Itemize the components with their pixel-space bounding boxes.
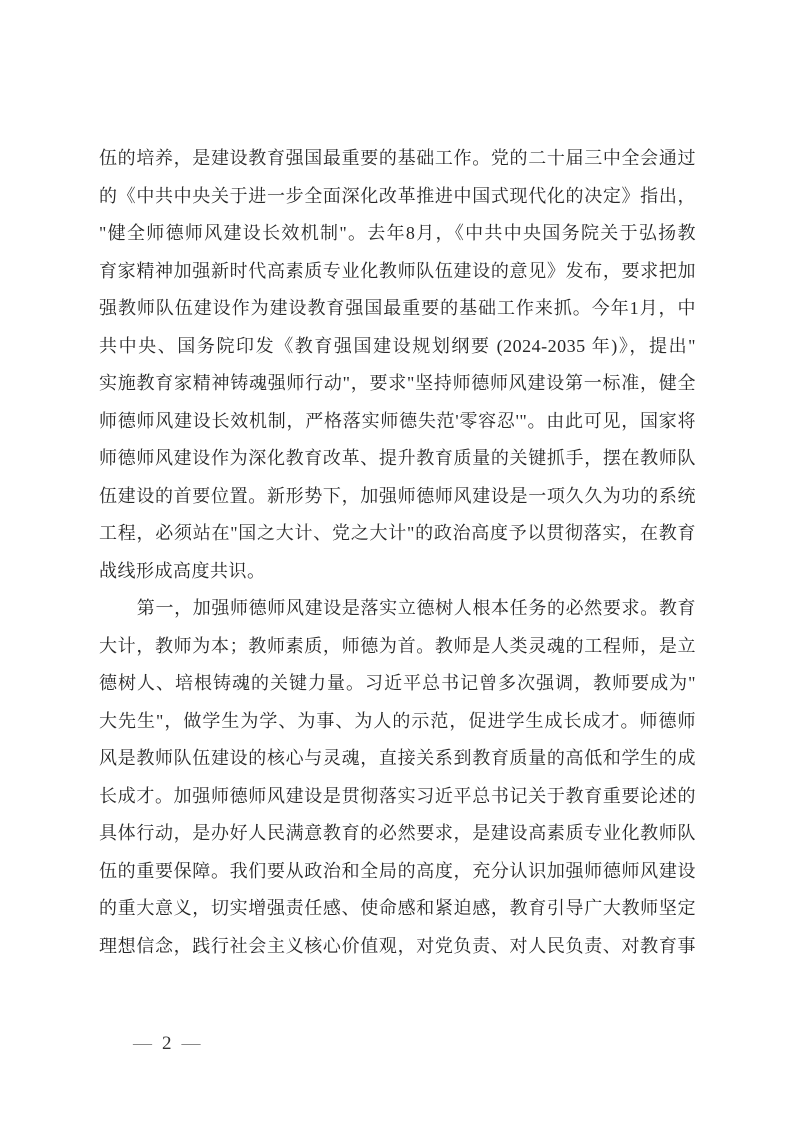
text-line: 长成才。加强师德师风建设是贯彻落实习近平总书记关于教育重要论述的 xyxy=(99,785,696,806)
text-line: 风是教师队伍建设的核心与灵魂，直接关系到教育质量的高低和学生的成 xyxy=(99,748,696,768)
text-line: 师德师风建设长效机制，严格落实师德失范'零容忍'"。由此可见，国家将 xyxy=(99,410,696,431)
footer-left-dash: — xyxy=(133,1033,153,1054)
text-line: 育家精神加强新时代高素质专业化教师队伍建设的意见》发布，要求把加 xyxy=(99,260,696,281)
text-line: 实施教育家精神铸魂强师行动"，要求"坚持师德师风建设第一标准，健全 xyxy=(99,373,696,393)
text-line: 战线形成高度共识。 xyxy=(99,560,266,581)
text-line: 强教师队伍建设作为建设教育强国最重要的基础工作来抓。今年1月，中 xyxy=(99,298,696,318)
text-line: 工程，必须站在"国之大计、党之大计"的政治高度予以贯彻落实，在教育 xyxy=(99,523,696,543)
text-line: 具体行动，是办好人民满意教育的必然要求，是建设高素质专业化教师队 xyxy=(99,823,696,843)
text-line: 第一，加强师德师风建设是落实立德树人根本任务的必然要求。教育 xyxy=(136,598,696,618)
paragraph xyxy=(99,140,696,590)
text-line: 德树人、培根铸魂的关键力量。习近平总书记曾多次强调，教师要成为" xyxy=(99,673,696,693)
text-line: 伍的培养，是建设教育强国最重要的基础工作。党的二十届三中全会通过 xyxy=(99,148,696,168)
text-line: 共中央、国务院印发《教育强国建设规划纲要 (2024-2035 年)》，提出" xyxy=(99,335,696,356)
text-line: 理想信念，践行社会主义核心价值观，对党负责、对人民负责、对教育事 xyxy=(99,935,696,956)
text-line: "健全师德师风建设长效机制"。去年8月，《中共中央国务院关于弘扬教 xyxy=(99,223,696,243)
text-line: 伍建设的首要位置。新形势下，加强师德师风建设是一项久久为功的系统 xyxy=(99,485,696,506)
text-line: 大先生"，做学生为学、为事、为人的示范，促进学生成长成才。师德师 xyxy=(99,710,696,731)
page-number: 2 xyxy=(162,1033,173,1054)
document-body xyxy=(99,140,696,965)
text-line: 伍的重要保障。我们要从政治和全局的高度，充分认识加强师德师风建设 xyxy=(99,860,696,881)
text-line: 的《中共中央关于进一步全面深化改革推进中国式现代化的决定》指出， xyxy=(99,185,696,206)
footer-right-dash: — xyxy=(181,1033,202,1054)
text-line: 大计，教师为本；教师素质，师德为首。教师是人类灵魂的工程师，是立 xyxy=(99,635,696,656)
page-footer xyxy=(133,1030,202,1058)
text-line: 师德师风建设作为深化教育改革、提升教育质量的关键抓手，摆在教师队 xyxy=(99,448,696,468)
paragraph xyxy=(99,590,696,965)
text-line: 的重大意义，切实增强责任感、使命感和紧迫感，教育引导广大教师坚定 xyxy=(99,898,696,918)
